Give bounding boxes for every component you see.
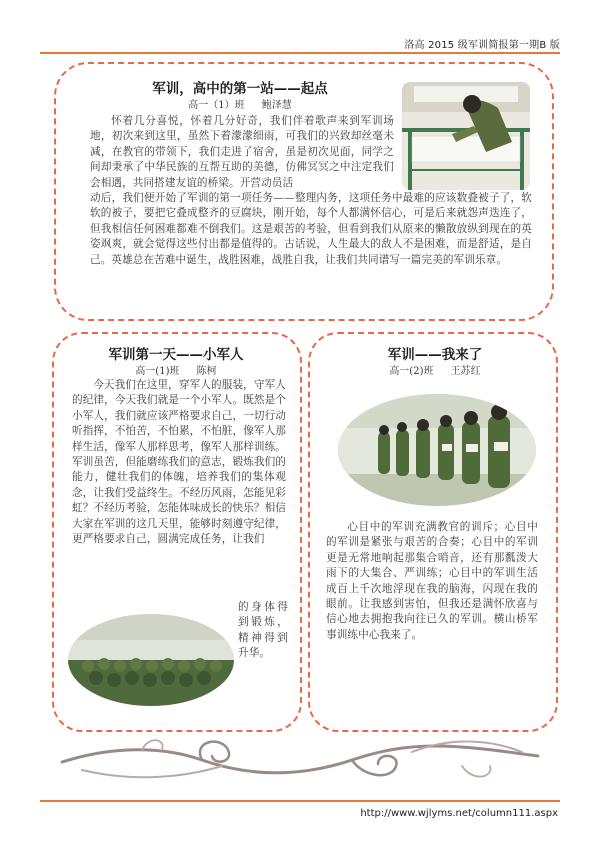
- article-1-body-top: [90, 114, 394, 191]
- article-3-paragraph: 心目中的军训充满教官的训斥；心目中的军训是紧张与艰苦的合奏；心目中的军训更是无常地响起那集合哨音，还有那瓢泼大雨下的大集合、严训练；心目中的军训生活成百上千次地浮现在我的脑海，闪现在我的眼前。让我感到害怕，但我还是满怀欣喜与信心地去拥抱我向往已久的军训。横山桥军事训练中心我来了。: [326, 521, 538, 641]
- article-1-paragraph-top: 怀着几分喜悦，怀着几分好奇，我们伴着歌声来到军训场地，初次来到这里，虽然下着濛濛细雨，可我们的兴致却丝毫未减，在教官的带领下，我们走进了宿舍，虽是初次见面，同学之间却秉承了中华民族的互帮互助的美德，仿佛冥冥之中注定我们会相遇，共同搭建友谊的桥梁。开营动员活: [90, 115, 394, 189]
- dorm-bed-photo: [402, 82, 530, 190]
- footer-divider: [40, 800, 560, 802]
- article-2-author: 陈柯: [196, 366, 217, 377]
- article-3-body: [326, 520, 538, 643]
- reading-students-photo: [338, 394, 536, 506]
- article-2-class: 高一(1)班: [135, 366, 180, 377]
- article-2-title: 军训第一天——小军人: [108, 347, 244, 363]
- article-2-paragraph-side: 的身体得到锻炼，精神得到升华。: [238, 601, 288, 660]
- article-2-paragraph: 今天我们在这里，穿军人的服装，守军人的纪律，今天我们就是一个小军人。既然是个小军人，我们就应该严格要求自己，一切行动听指挥，不怕苦，不怕累，不怕脏，像军人那样生活，像军人那样思考，像军人那样训练。军训虽苦，但能磨练我们的意志，锻炼我们的能力，健壮我们的体魄，培养我们的集体观念，让我们受益终生。不经历风雨，怎能见彩虹？不经历考验，怎能体味成长的快乐？相信大家在军训的这几天里，能够时刻遵守纪律，更严格要求自己，圆满完成任务，让我们: [72, 379, 286, 546]
- article-2-body-side: [238, 600, 288, 662]
- article-3-header: [330, 346, 540, 380]
- decorative-swirl-ornament: [52, 726, 548, 798]
- seated-students-photo: [68, 614, 234, 706]
- article-1-byline: [90, 98, 390, 114]
- article-3-author: 王苏红: [450, 366, 481, 377]
- article-1-class: 高一（1）班: [188, 100, 245, 111]
- article-2-body: [72, 378, 286, 547]
- article-1-body-bottom: [90, 191, 532, 268]
- footer-url: http://www.wjlyms.net/column111.aspx: [360, 808, 558, 819]
- article-1-title: 军训，高中的第一站——起点: [152, 81, 328, 97]
- issue-label: 洛高 2015 级军训简报第一期B 版: [404, 40, 560, 51]
- article-1-header: [90, 80, 390, 114]
- article-1-paragraph-bottom: 动后，我们便开始了军训的第一项任务——整理内务，这项任务中最难的应该数叠被子了，软软的被子，要把它叠成整齐的豆腐块，刚开始，每个人都满怀信心，可是后来就怨声迭连了，但我相信任何困难都难不倒我们。这是艰苦的考验，但看到我们从原来的懒散放纵到现在的英姿飒爽，就会觉得这些付出都是值得的。古话说，人生最大的敌人不是困难，而是舒适，是自己。英雄总在苦难中诞生，战胜困难，战胜自我，让我们共同谱写一篇完美的军训乐章。: [90, 192, 532, 266]
- article-2-header: [70, 346, 282, 380]
- article-3-title: 军训——我来了: [387, 347, 483, 363]
- article-3-class: 高一(2)班: [389, 366, 434, 377]
- header-divider: [40, 52, 560, 54]
- article-3-byline: [330, 364, 540, 380]
- article-1-author: 鲍泽慧: [261, 100, 292, 111]
